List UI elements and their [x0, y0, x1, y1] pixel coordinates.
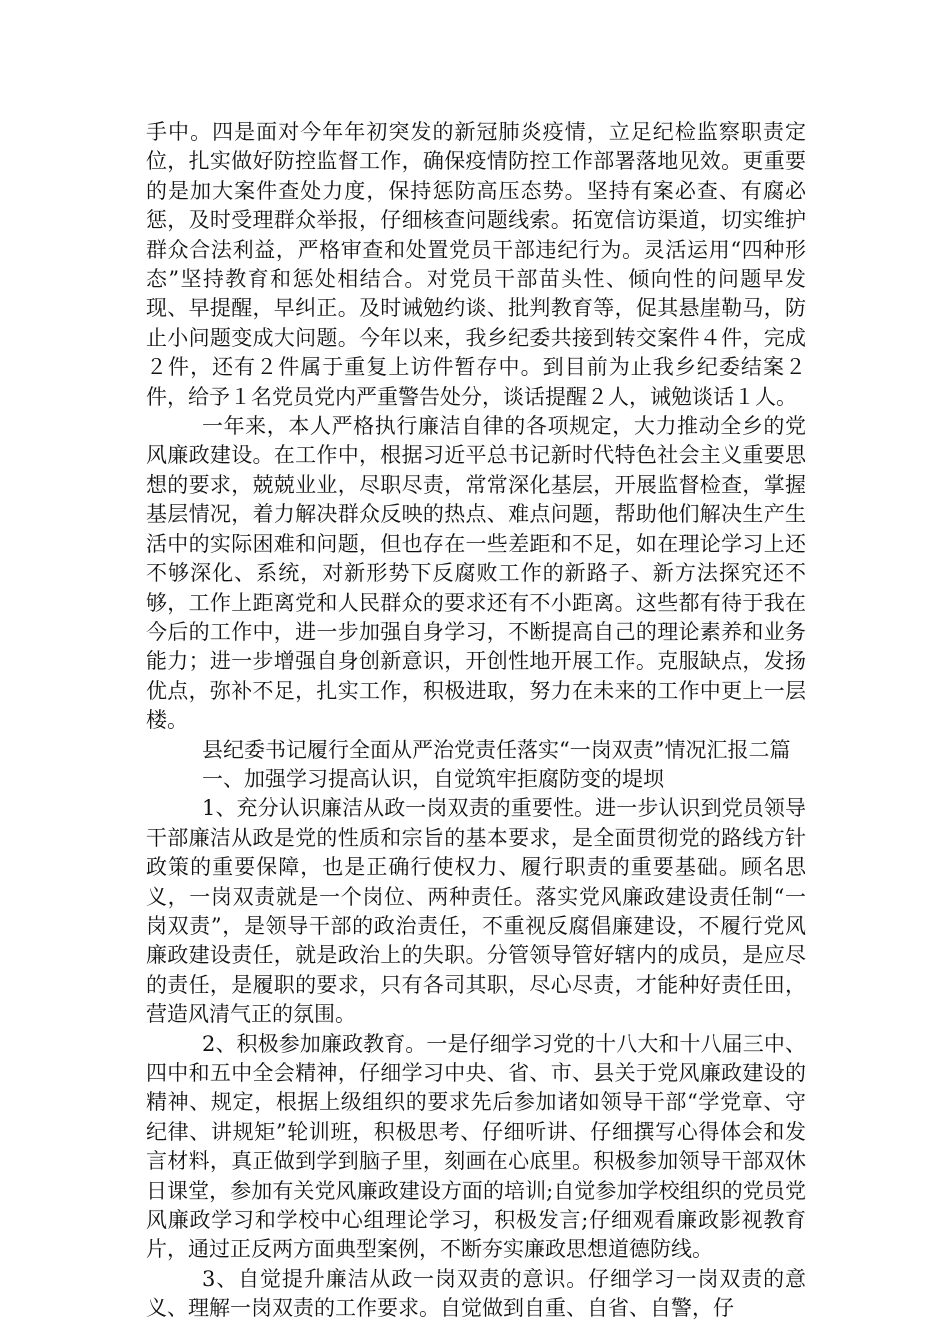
heading-one: 一、加强学习提高认识，自觉筑牢拒腐防变的堤坝 — [202, 766, 664, 791]
paragraph-year-summary: 一年来，本人严格执行廉洁自律的各项规定，大力推动全乡的党风廉政建设。在工作中，根据习近平总书记新时代特色社会主义重要思想的要求，兢兢业业，尽职尽责，常常深化基层，开展监督检查，掌握基层情况，着力解决群众反映的热点、难点问题，帮助他们解决生产生活中的实际困难和问题，但也存在一些差距和不足，如在理论学习上还不够深化、系统，对新形势下反腐败工作的新路子、新方法探究还不够，工作上距离党和人民群众的要求还有不小距离。这些都有待于我在今后的工作中，进一步加强自身学习，不断提高自己的理论素养和业务能力；进一步增强自身创新意识，开创性地开展工作。克服缺点，发扬优点，弥补不足，扎实工作，积极进取，努力在未来的工作中更上一层楼。 — [146, 414, 806, 733]
paragraph-item-1: 1、充分认识廉洁从政一岗双责的重要性。进一步认识到党员领导干部廉洁从政是党的性质和宗旨的基本要求，是全面贯彻党的路线方针政策的重要保障，也是正确行使权力、履行职责的重要基础。顾名思义，一岗双责就是一个岗位、两种责任。落实党风廉政建设责任制“一岗双责”，是领导干部的政治责任，不重视反腐倡廉建设，不履行党风廉政建设责任，就是政治上的失职。分管领导管好辖内的成员，是应尽的责任，是履职的要求，只有各司其职，尽心尽责，才能种好责任田，营造风清气正的氛围。 — [146, 796, 806, 1027]
section-title: 县纪委书记履行全面从严治党责任落实“一岗双责”情况汇报二篇 — [202, 737, 791, 762]
paragraph-continuation: 手中。四是面对今年年初突发的新冠肺炎疫情，立足纪检监察职责定位，扎实做好防控监督工作，确保疫情防控工作部署落地见效。更重要的是加大案件查处力度，保持惩防高压态势。坚持有案必查、有腐必惩，及时受理群众举报，仔细核查问题线索。拓宽信访渠道，切实维护群众合法利益，严格审查和处置党员干部违纪行为。灵活运用“四种形态”坚持教育和惩处相结合。对党员干部苗头性、倾向性的问题早发现、早提醒，早纠正。及时诫勉约谈、批判教育等，促其悬崖勒马，防止小问题变成大问题。今年以来，我乡纪委共接到转交案件４件，完成２件，还有２件属于重复上访件暂存中。到目前为止我乡纪委结案２件，给予１名党员党内严重警告处分，谈话提醒２人，诫勉谈话１人。 — [146, 120, 806, 409]
document-body — [146, 118, 806, 1324]
paragraph-item-3: 3、自觉提升廉洁从政一岗双责的意识。仔细学习一岗双责的意义、理解一岗双责的工作要求。自觉做到自重、自省、自警，仔 — [146, 1266, 806, 1321]
paragraph-item-2: 2、积极参加廉政教育。一是仔细学习党的十八大和十八届三中、四中和五中全会精神，仔细学习中央、省、市、县关于党风廉政建设的精神、规定，根据上级组织的要求先后参加诸如领导干部“学党章、守纪律、讲规矩”轮训班，积极思考、仔细听讲、仔细撰写心得体会和发言材料，真正做到学到脑子里，刻画在心底里。积极参加领导干部双休日课堂，参加有关党风廉政建设方面的培训;自觉参加学校组织的党员党风廉政学习和学校中心组理论学习，积极发言;仔细观看廉政影视教育片，通过正反两方面典型案例，不断夯实廉政思想道德防线。 — [146, 1031, 806, 1262]
